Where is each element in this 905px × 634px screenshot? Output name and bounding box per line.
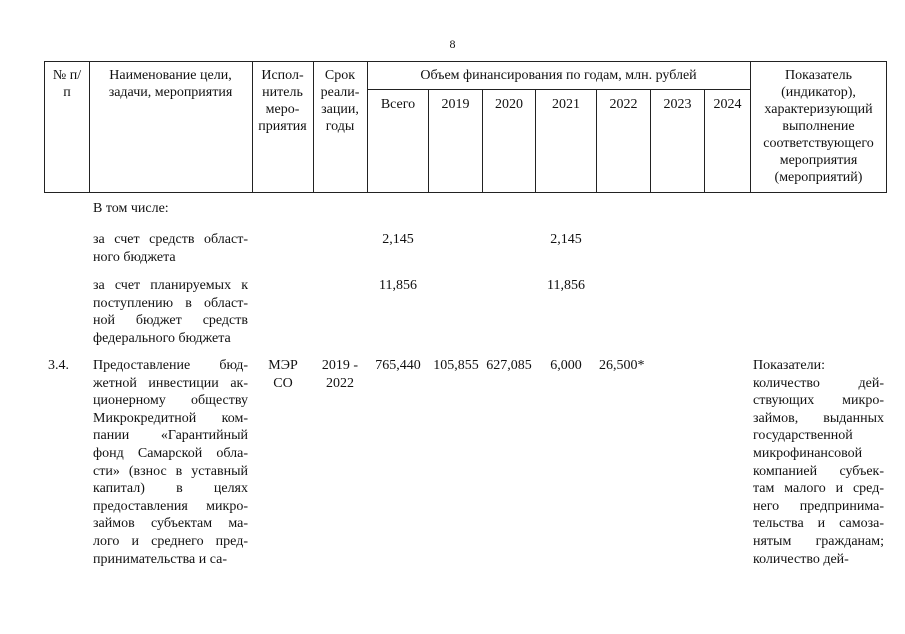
- cell-2021: 2,145: [550, 232, 582, 247]
- financing-divider: [367, 89, 750, 90]
- header-year-2021: 2021: [552, 97, 580, 112]
- cell-total: 11,856: [379, 278, 417, 293]
- row-label: за счет средств област- ного бюджета: [93, 232, 248, 265]
- header-year-2023: 2023: [663, 97, 692, 112]
- grid-line: [886, 61, 887, 193]
- header-year-2020: 2020: [495, 97, 523, 112]
- grid-line: [367, 61, 368, 193]
- grid-line: [44, 61, 45, 193]
- header-num: № п/п: [52, 68, 82, 100]
- cell-term: 2019 - 2022: [321, 358, 359, 391]
- header-term: Срок реали- зации, годы: [320, 68, 360, 134]
- header-year-2019: 2019: [441, 97, 470, 112]
- header-top-border: [44, 61, 886, 62]
- header-name: Наименование цели, задачи, мероприятия: [108, 68, 233, 100]
- cell-total: 765,440: [375, 358, 421, 373]
- cell-indicator: Показатели: количество дей- ствующих микро- займов, выданных государственной микрофинансовой компанией субъек- там малого и сред- него предпринима- тельства и самоза- нятым гражданам; количество дей-: [753, 358, 884, 567]
- grid-line: [252, 61, 253, 193]
- cell-2021: 6,000: [550, 358, 582, 373]
- cell-2019: 105,855: [433, 358, 479, 373]
- header-year-2024: 2024: [713, 97, 742, 112]
- cell-2022: 26,500*: [599, 358, 645, 373]
- row-label: за счет планируемых к поступлению в област- ной бюджет средств федерального бюджета: [93, 278, 248, 346]
- page-number: 8: [449, 37, 456, 51]
- cell-2021: 11,856: [547, 278, 585, 293]
- grid-line: [750, 61, 751, 193]
- cell-total: 2,145: [382, 232, 414, 247]
- header-year-2022: 2022: [609, 97, 638, 112]
- including-label: В том числе:: [93, 201, 169, 216]
- header-financing: Объем финансирования по годам, млн. рублей: [420, 68, 697, 83]
- header-bottom-border: [44, 192, 886, 193]
- grid-line: [313, 61, 314, 193]
- cell-2020: 627,085: [486, 358, 532, 373]
- row-number: 3.4.: [48, 358, 69, 373]
- header-indicator: Показатель (индикатор), характеризующий выполнение соответствующего мероприятия (мероприятий): [763, 68, 874, 185]
- row-name: Предоставление бюд- жетной инвестиции ак- ционерному обществу Микрокредитной ком- пании «Гарантийный фонд Самарской обла- сти» (взнос в уставный капитал) в целях предоставления микро- займов субъектам ма- лого и среднего пред- принимательства и са-: [93, 358, 248, 567]
- grid-line: [89, 61, 90, 193]
- cell-executor: МЭР СО: [268, 358, 298, 391]
- header-executor: Испол- нитель меро- приятия: [258, 68, 307, 134]
- header-total: Всего: [380, 97, 416, 112]
